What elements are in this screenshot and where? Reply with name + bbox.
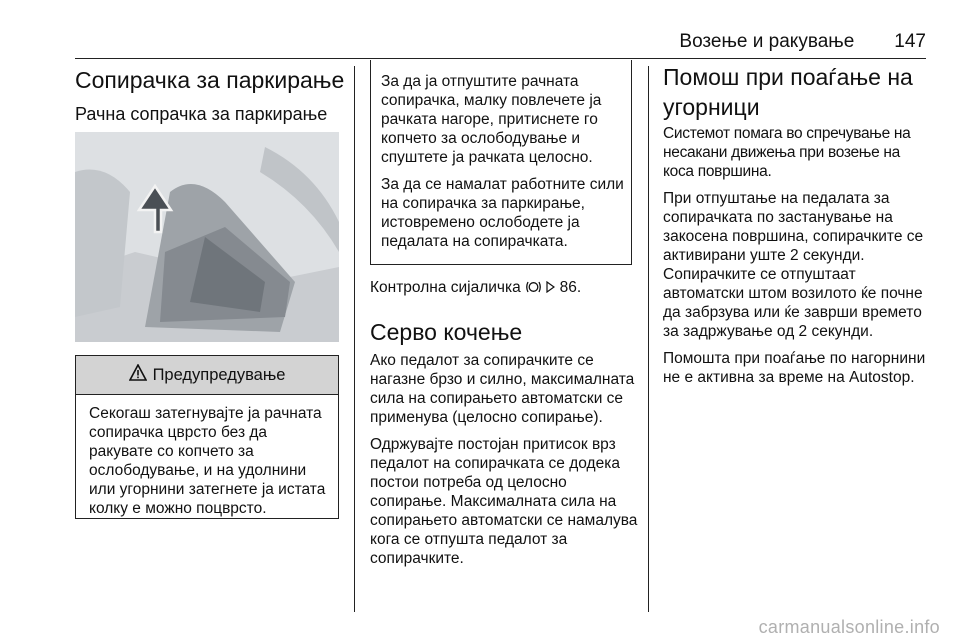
warning-title: Предупредување: [152, 365, 286, 384]
right-column: [663, 62, 933, 387]
info-box: [370, 60, 632, 265]
info-paragraph-2: За да се намалат работните сили на сопирачка за паркирање, истовремено ослободете ја педалата на сопирачката.: [381, 176, 624, 250]
info-paragraph-1: За да ја отпуштите рачната сопирачка, малку повлечете ја рачката нагоре, притиснете го копчето за ослободување и спуштете ја рачката целосно.: [381, 73, 602, 166]
warning-text: Секогаш затегнувајте ја рачната сопирачка цврсто без да ракувате со копчето за ослободување, и на удолнини или угорнини затегнете ја истата колку е можно поцврсто.: [89, 405, 326, 517]
servo-heading: Серво кочење: [370, 319, 523, 345]
indicator-line: [370, 278, 638, 297]
hill-start-paragraph-2: При отпуштање на педалата за сопирачката по застанување на закосена површина, сопирачките се активирани уште 2 секунди. Сопирачките се отпуштаат автоматски штом возилото ќе почне да забрзува или ќе заврши времето за задржување од 2 секунди.: [663, 190, 924, 340]
left-column: [75, 60, 350, 126]
header-rule: [75, 58, 926, 59]
section-heading: Сопирачка за паркирање: [75, 67, 345, 93]
sub-heading: Рачна сопрачка за паркирање: [75, 104, 328, 124]
warning-box: [75, 355, 339, 519]
servo-paragraph-2: Одржувајте постојан притисок врз педалот на сопирачката се додека постои потреба од целосно сопирање. Максималната сила на сопирањето автоматски се намалува кога се отпушта педалот за сопирачките.: [370, 436, 638, 567]
reference-arrow-icon: [546, 279, 559, 296]
servo-paragraph-1: Ако педалот за сопирачките се нагазне брзо и силно, максималната сила на сопирањето автоматски се применува (целосно сопирање).: [370, 352, 635, 426]
column-divider: [354, 66, 355, 612]
middle-column: [370, 278, 638, 568]
column-divider: [648, 66, 649, 612]
indicator-label: Контролна сијаличка: [370, 279, 521, 296]
page-number: 147: [894, 31, 926, 52]
section-title: Возење и ракување: [679, 31, 855, 52]
hill-start-heading: Помош при поаѓање на угорници: [663, 64, 913, 120]
hill-start-paragraph-3: Помошта при поаѓање по нагорнини не е активна за време на Autostop.: [663, 350, 926, 386]
handbrake-drawing: [75, 132, 339, 342]
page-header: [679, 27, 926, 57]
hill-start-paragraph-1: Системот помага во спречување на несакани движења при возење на коса површина.: [663, 125, 911, 180]
watermark: carmanualsonline.info: [758, 617, 940, 637]
handbrake-illustration: [75, 132, 339, 342]
brake-warning-lamp-icon: [525, 279, 546, 296]
page-reference[interactable]: 86.: [559, 279, 582, 296]
warning-header: [76, 355, 338, 395]
warning-icon: [129, 364, 147, 386]
